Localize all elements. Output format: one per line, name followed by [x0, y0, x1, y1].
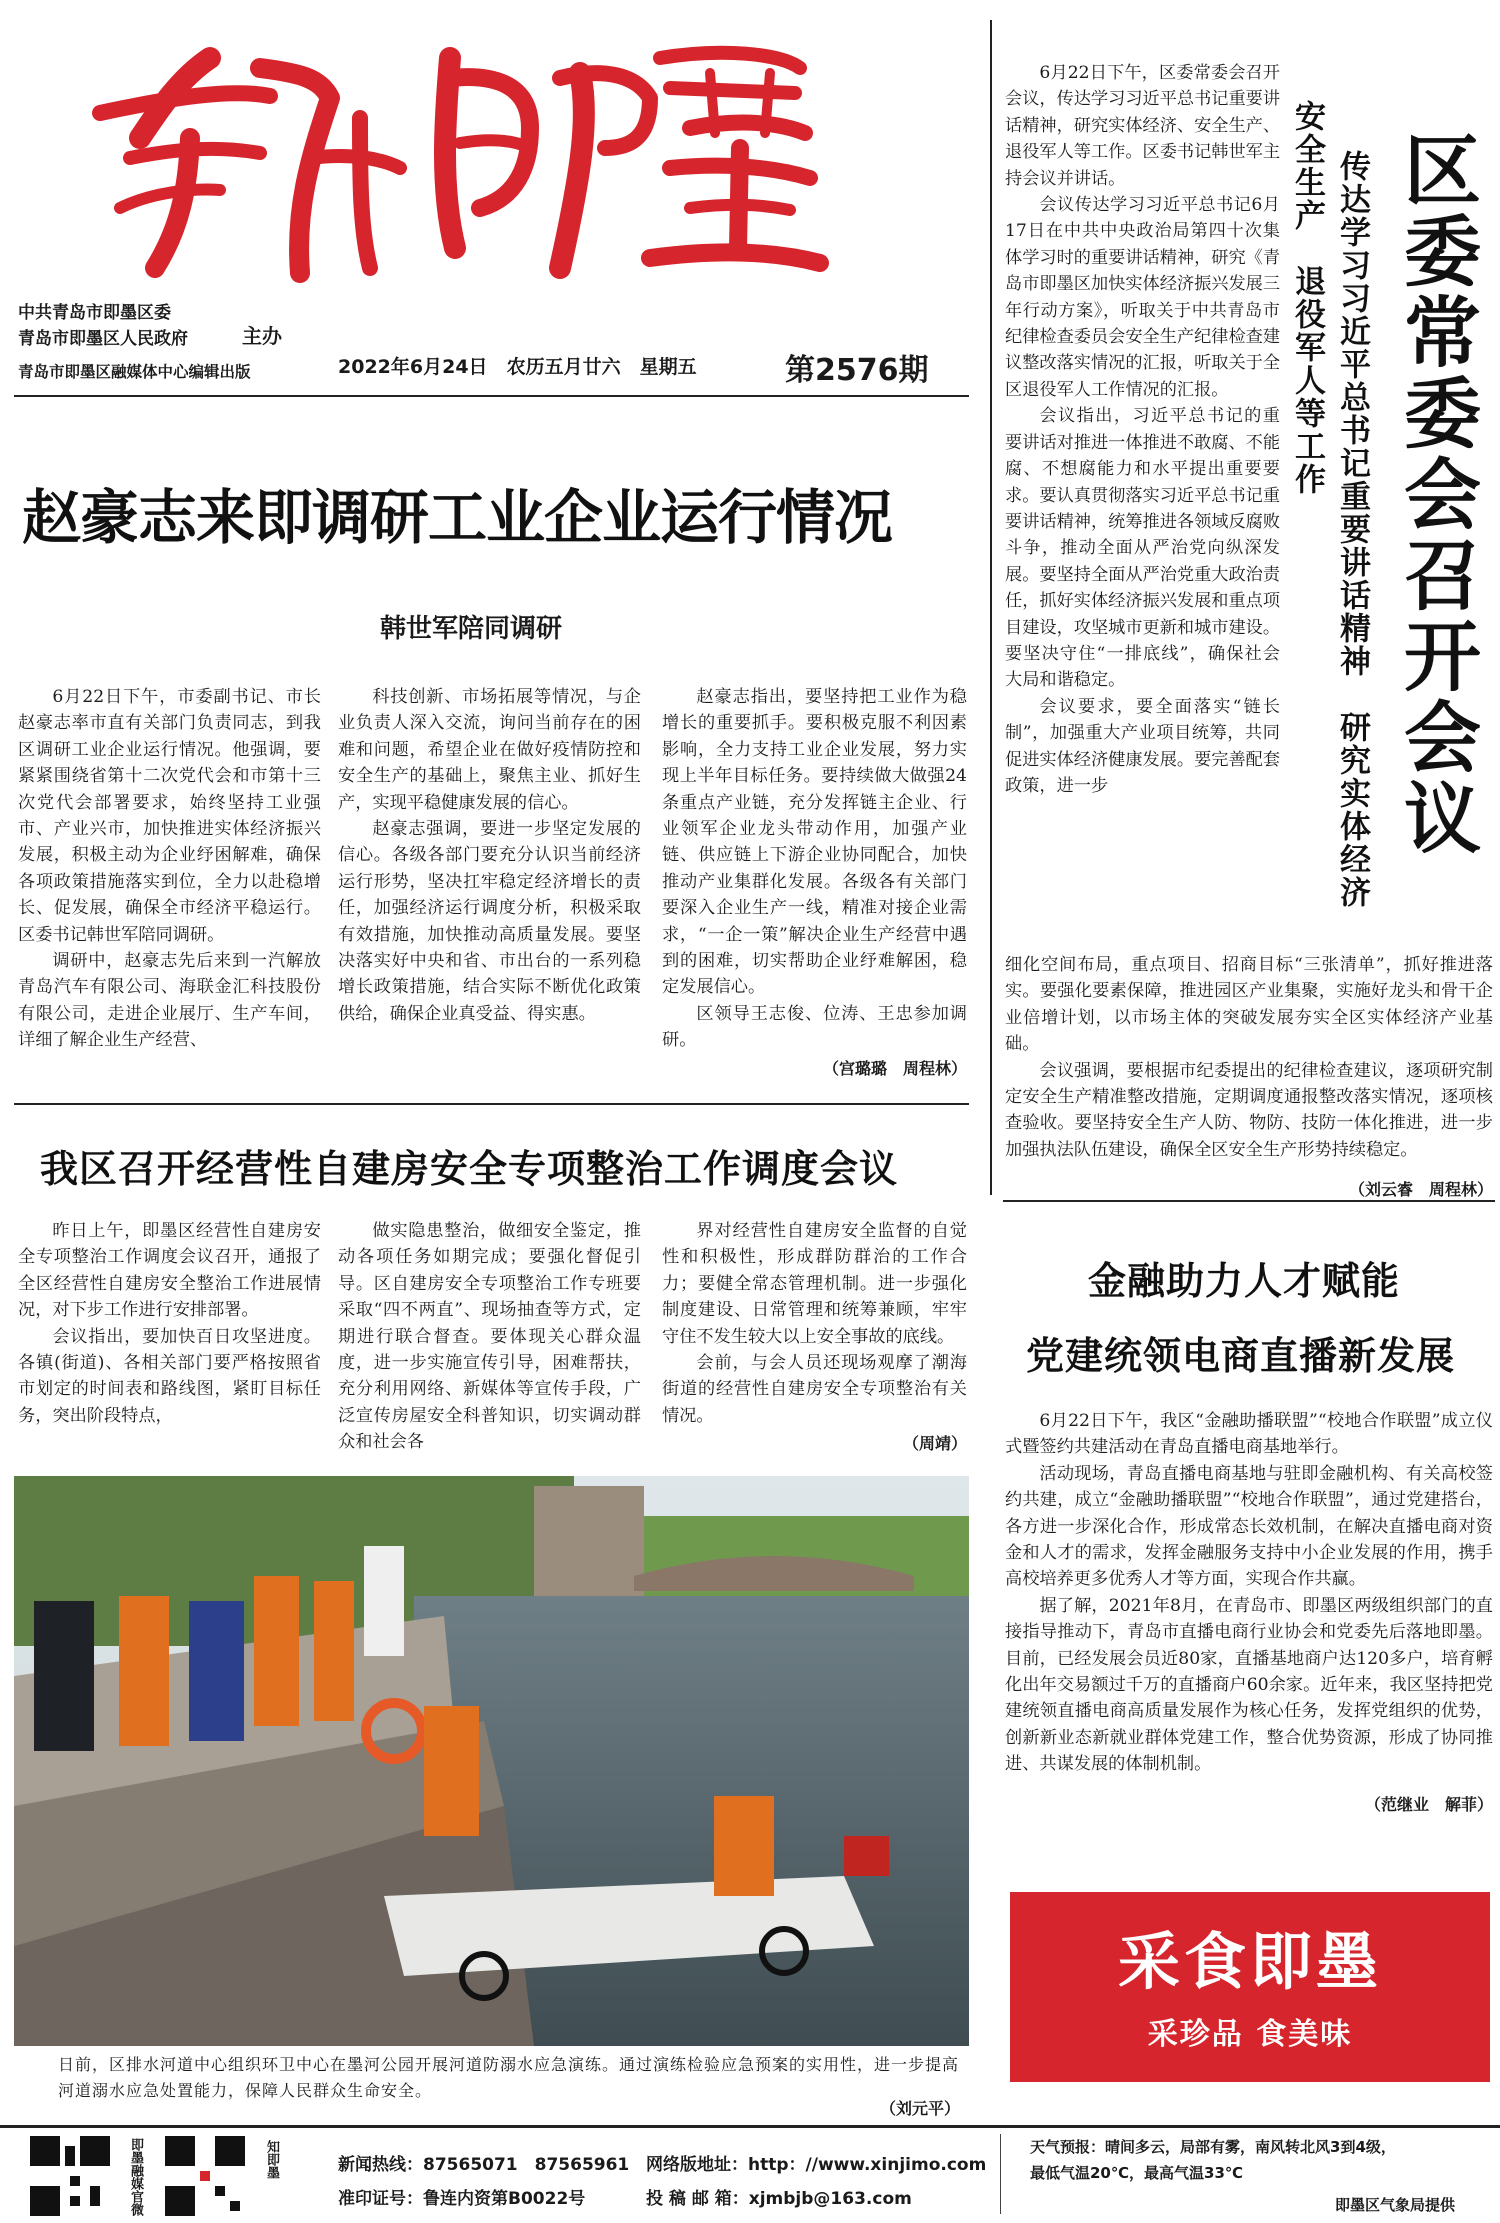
article2-column-2 — [338, 1218, 641, 1456]
weather-temperatures: 最低气温20℃，最高气温33℃ — [1030, 2164, 1244, 2182]
paragraph: 会前，与会人员还现场观摩了潮海街道的经营性自建房安全专项整治有关情况。 — [662, 1353, 967, 1426]
website: 网络版地址：http：//www.xinjimo.com — [646, 2155, 987, 2175]
paragraph: 做实隐患整治，做细安全鉴定，推动各项任务如期完成；要强化督促引导。区自建房安全专项整治工作专班要采取“四不两直”、现场抽查等方式，定期进行联合督查。要体现关心群众温度，进一步实施宣传引导，困难帮扶，充分利用网络、新媒体等宣传手段，广泛宣传房屋安全科普知识，切实调动群众和社会各 — [338, 1221, 641, 1453]
paragraph: 调研中，赵豪志先后来到一汽解放青岛汽车有限公司、海联金汇科技股份有限公司，走进企业展厅、生产车间，详细了解企业生产经营、 — [18, 951, 321, 1051]
article1-title: 赵豪志来即调研工业企业运行情况 — [22, 483, 893, 552]
paragraph: 据了解，2021年8月，在青岛市、即墨区两级组织部门的直接指导推动下，青岛市直播电商行业协会和党委先后落地即墨。目前，已经发展会员近80家，直播基地商户达120多户，培育孵化出年交易额过千万的直播商户60余家。近年来，我区坚持把党建统领直播电商高质量发展作为核心任务，发挥党组织的优势，创新新业态新就业群体党建工作，整合优势资源，形成了协同推进、共谋发展的体制机制。 — [1005, 1595, 1493, 1775]
article3-rule — [1003, 1200, 1495, 1202]
weekday: 星期五 — [639, 356, 697, 378]
advertisement-banner — [1010, 1892, 1490, 2082]
publisher: 青岛市即墨区融媒体中心编辑出版 — [18, 363, 251, 381]
article2-column-1 — [18, 1218, 321, 1429]
photo-caption: 日前，区排水河道中心组织环卫中心在墨河公园开展河道防溺水应急演练。通过演练检验应急预案的实用性，进一步提高河道溺水应急处置能力，保障人民群众生命安全。 — [58, 2055, 960, 2100]
article2-column-3 — [662, 1218, 967, 1458]
paragraph: 区领导王志俊、位涛、王忠参加调研。 — [662, 1003, 967, 1051]
paragraph: 会议指出，要加快百日攻坚进度。各镇(街道)、各相关部门要严格按照省市划定的时间表和路线图，紧盯目标任务，突出阶段特点， — [18, 1326, 321, 1426]
weather-source: 即墨区气象局提供 — [1335, 2196, 1456, 2214]
weather-forecast: 天气预报：晴间多云，局部有雾，南风转北风3到4级， — [1030, 2138, 1396, 2156]
paragraph: 6月22日下午，区委常委会召开会议，传达学习习近平总书记重要讲话精神，研究实体经济、安全生产、退役军人等工作。区委书记韩世军主持会议并讲话。 — [1005, 63, 1281, 189]
paragraph: 昨日上午，即墨区经营性自建房安全专项整治工作调度会议召开，通报了全区经营性自建房安全整治工作进展情况，对下步工作进行安排部署。 — [18, 1221, 321, 1321]
sponsor-names — [18, 300, 188, 352]
paragraph: 活动现场，青岛直播电商基地与驻即金融机构、有关高校签约共建，成立“金融助播联盟”“校地合作联盟”，通过党建搭台，各方进一步深化合作，形成常态长效机制，在解决直播电商对资金和人才的需求，发挥金融服务支持中小企业发展的作用，携手高校培养更多优秀人才等方面，实现合作共赢。 — [1005, 1463, 1493, 1590]
issue-number: 第2576期 — [785, 353, 929, 388]
paragraph: 界对经营性自建房安全监督的自觉性和积极性，形成群防群治的工作合力；要健全常态管理机制。进一步强化制度建设、日常管理和统筹兼顾，牢牢守住不发生较大以上安全事故的底线。 — [662, 1221, 967, 1347]
paragraph: 细化空间布局，重点项目、招商目标“三张清单”，抓好推进落实。要强化要素保障，推进园区产业集聚，实施好龙头和骨干企业倍增计划，以市场主体的突破发展夯实全区实体经济产业基础。 — [1005, 955, 1493, 1055]
date: 2022年6月24日 — [338, 356, 488, 378]
article4-byline: （范继业 解菲） — [1364, 1794, 1493, 1814]
article3-title: 区委常委会召开会议 — [1391, 130, 1480, 859]
article3-column-narrow — [1005, 60, 1280, 799]
paragraph: 赵豪志强调，要进一步坚定发展的信心。各级各部门要充分认识当前经济运行形势，坚决扛牢稳定经济增长的责任，加强经济运行调度分析，积极采取有效措施，加快推动高质量发展。要坚决落实好中央和省、市出台的一系列稳增长政策措施，结合实际不断优化政策供给，确保企业真受益、得实惠。 — [338, 819, 641, 1024]
qr-code-icon — [30, 2136, 110, 2216]
article1-column-1 — [18, 684, 321, 1054]
paragraph: 会议要求，要全面落实“链长制”，加强重大产业项目统筹，共同促进实体经济健康发展。要完善配套政策，进一步 — [1005, 696, 1281, 796]
lunar-date: 农历五月廿六 — [506, 356, 621, 378]
article3-column-wide — [1005, 952, 1493, 1204]
photo-byline: （刘元平） — [880, 2099, 961, 2118]
article1-subtitle: 韩世军陪同调研 — [380, 614, 563, 644]
footer-divider — [1000, 2134, 1001, 2214]
sponsor-line: 青岛市即墨区人民政府 — [18, 329, 188, 349]
masthead-rule — [14, 395, 969, 397]
article1-byline: （宫璐璐 周程林） — [822, 1058, 967, 1078]
article3-subtitle-1: 传达学习习近平总书记重要讲话精神 研究实体经济 — [1334, 150, 1370, 909]
article2-byline: （周靖） — [902, 1434, 967, 1454]
article4-title-line-2: 党建统领电商直播新发展 — [1026, 1334, 1456, 1378]
article1-rule — [14, 1103, 969, 1105]
article4-body — [1005, 1408, 1493, 1818]
date-row — [338, 352, 697, 379]
article4-title-line-1: 金融助力人才赋能 — [1088, 1259, 1401, 1303]
article1-column-2 — [338, 684, 641, 1027]
paragraph: 会议强调，要根据市纪委提出的纪律检查建议，逐项研究制定安全生产精准整改措施，定期调度通报整改落实情况，逐项核查验收。要坚持安全生产人防、物防、技防一体化推进，进一步加强执法队伍建设，确保全区安全生产形势持续稳定。 — [1005, 1060, 1493, 1160]
news-photo-river-drill — [14, 1476, 969, 2046]
news-hotline: 新闻热线：87565071 87565961 — [338, 2155, 630, 2175]
sponsor-role: 主办 — [242, 324, 282, 348]
paragraph: 科技创新、市场拓展等情况，与企业负责人深入交流，询问当前存在的困难和问题，希望企业在做好疫情防控和安全生产的基础上，聚焦主业、抓好生产，实现平稳健康发展的信心。 — [338, 687, 641, 813]
footer — [0, 2125, 1500, 2223]
submission-email: 投 稿 邮 箱：xjmbjb@163.com — [646, 2189, 912, 2209]
license-number: 准印证号：鲁连内资第B0022号 — [338, 2189, 586, 2209]
ad-title: 采食即墨 — [1117, 1925, 1382, 1998]
qr-code-icon — [165, 2136, 245, 2216]
paragraph: 6月22日下午，我区“金融助播联盟”“校地合作联盟”成立仪式暨签约共建活动在青岛直播电商基地举行。 — [1005, 1411, 1493, 1458]
paragraph: 会议传达学习习近平总书记6月17日在中共中央政治局第四十次集体学习时的重要讲话精神，研究《青岛市即墨区加快实体经济振兴发展三年行动方案》，听取关于中共青岛市纪律检查委员会安全生产纪律检查建议整改落实情况的汇报，听取关于全区退役军人工作情况的汇报。 — [1005, 195, 1281, 400]
paragraph: 会议指出，习近平总书记的重要讲话对推进一体推进不敢腐、不能腐、不想腐能力和水平提出重要要求。要认真贯彻落实习近平总书记重要讲话精神，统筹推进各领域反腐败斗争，推动全面从严治党向纵深发展。要坚持全面从严治党重大政治责任，抓好实体经济振兴发展和重点项目建设，攻坚城市更新和城市建设。要坚决守住“一排底线”，确保社会大局和谐稳定。 — [1005, 406, 1281, 691]
qr1-label: 即墨融媒官微 — [128, 2138, 143, 2216]
article3-subtitle-2: 安全生产 退役军人等工作 — [1289, 100, 1325, 496]
masthead-logo — [60, 18, 830, 303]
article3-byline: （刘云睿 周程林） — [1348, 1180, 1493, 1200]
article2-title: 我区召开经营性自建房安全专项整治工作调度会议 — [40, 1147, 899, 1191]
paragraph: 6月22日下午，市委副书记、市长赵豪志率市直有关部门负责同志，到我区调研工业企业运行情况。他强调，要紧紧围绕省第十二次党代会和市第十三次党代会部署要求，始终坚持工业强市、产业兴市，加快推进实体经济振兴发展，积极主动为企业纾困解难，确保各项政策措施落实到位，全力以赴稳增长、促发展，确保全市经济平稳运行。区委书记韩世军陪同调研。 — [18, 687, 321, 945]
ad-subtitle: 采珍品 食美味 — [1147, 2017, 1353, 2052]
qr2-label: 知即墨 — [264, 2140, 279, 2179]
article1-column-3 — [662, 684, 967, 1082]
sponsor-line: 中共青岛市即墨区委 — [18, 303, 171, 323]
column-divider — [990, 20, 992, 1195]
paragraph: 赵豪志指出，要坚持把工业作为稳增长的重要抓手。要积极克服不利因素影响，全力支持工业企业发展，努力实现上半年目标任务。要持续做大做强24条重点产业链，充分发挥链主企业、行业领军企业龙头带动作用，加强产业链、供应链上下游企业协同配合，加快推动产业集群化发展。各级各有关部门要深入企业生产一线，精准对接企业需求，“一企一策”解决企业生产经营中遇到的困难，切实帮助企业纾难解困，稳定发展信心。 — [662, 687, 967, 998]
